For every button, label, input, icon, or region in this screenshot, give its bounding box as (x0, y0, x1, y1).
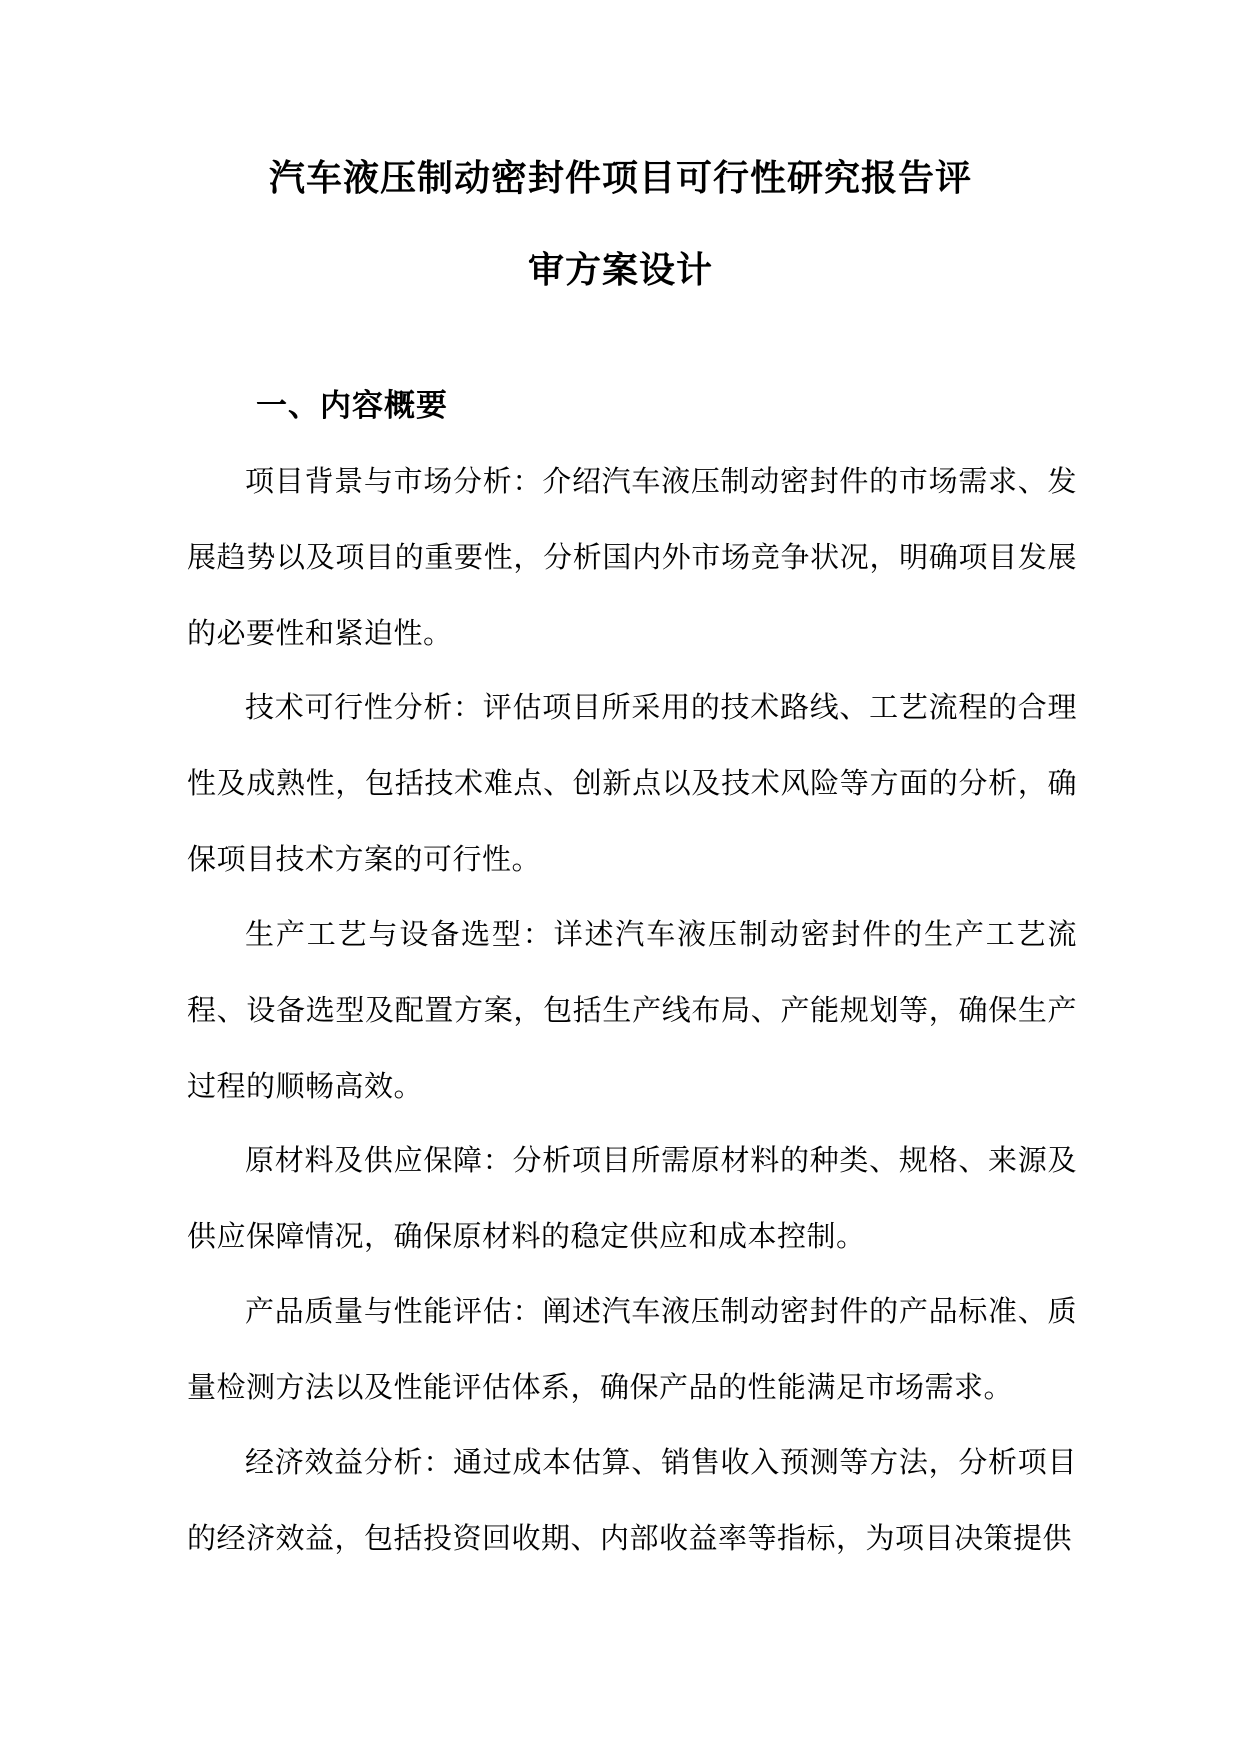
paragraph-production-process: 生产工艺与设备选型：详述汽车液压制动密封件的生产工艺流程、设备选型及配置方案，包括生产线布局、产能规划等，确保生产过程的顺畅高效。 (187, 917, 1077, 1103)
paragraph-project-background: 项目背景与市场分析：介绍汽车液压制动密封件的市场需求、发展趋势以及项目的重要性，分析国内外市场竞争状况，明确项目发展的必要性和紧迫性。 (187, 464, 1077, 650)
document-title-line-1: 汽车液压制动密封件项目可行性研究报告评 (268, 157, 972, 199)
paragraph-raw-materials: 原材料及供应保障：分析项目所需原材料的种类、规格、来源及供应保障情况，确保原材料的稳定供应和成本控制。 (187, 1143, 1077, 1253)
paragraph-economic-benefit: 经济效益分析：通过成本估算、销售收入预测等方法，分析项目的经济效益，包括投资回收期、内部收益率等指标，为项目决策提供 (187, 1445, 1077, 1555)
section-heading-summary: 一、内容概要 (256, 388, 448, 424)
paragraph-product-quality: 产品质量与性能评估：阐述汽车液压制动密封件的产品标准、质量检测方法以及性能评估体系，确保产品的性能满足市场需求。 (187, 1294, 1077, 1404)
document-title-line-2: 审方案设计 (527, 249, 713, 291)
paragraph-technical-feasibility: 技术可行性分析：评估项目所采用的技术路线、工艺流程的合理性及成熟性，包括技术难点、创新点以及技术风险等方面的分析，确保项目技术方案的可行性。 (187, 690, 1077, 876)
